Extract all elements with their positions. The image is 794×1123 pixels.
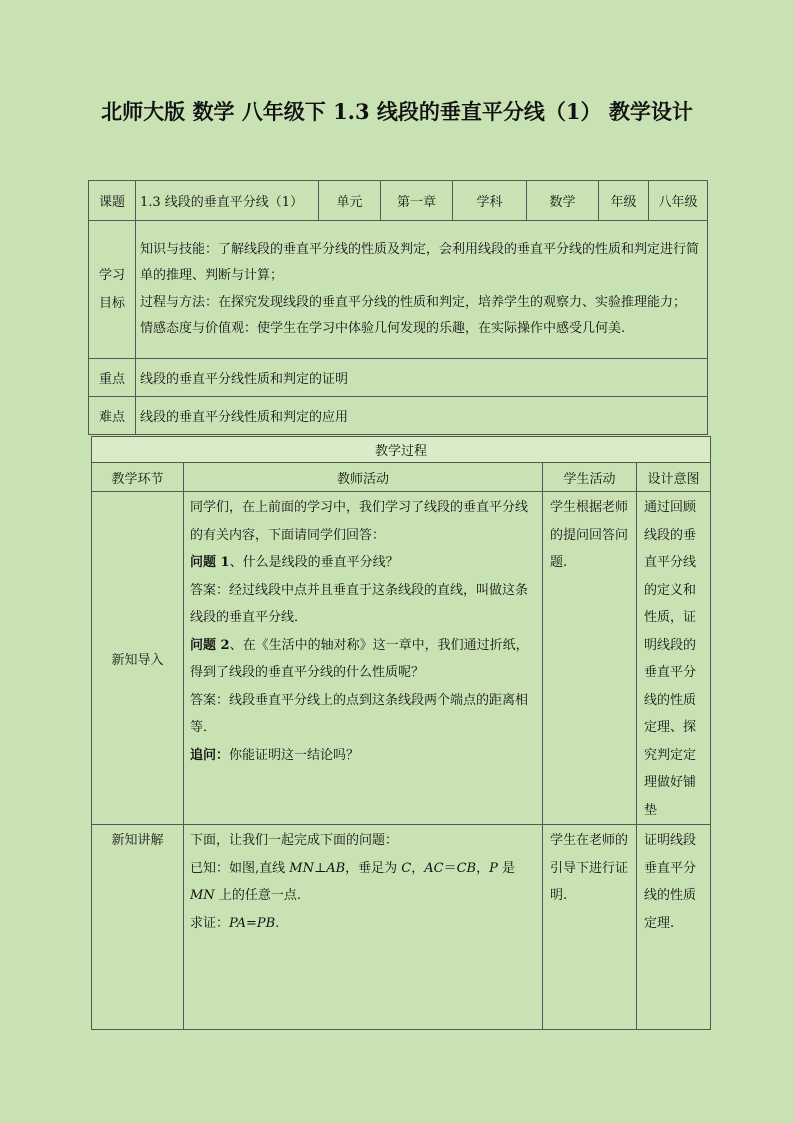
student-activity-explain: 学生在老师的引导下进行证明. [543,825,637,1030]
given-mn-2: MN [190,888,215,903]
intro-text: 同学们，在上前面的学习中，我们学习了线段的垂直平分线的有关内容，下面请同学们回答： [190,500,529,543]
zhongdian-value: 线段的垂直平分线性质和判定的证明 [136,359,708,397]
nianji-label: 年级 [599,181,649,221]
page-title: 北师大版 数学 八年级下 1.3 线段的垂直平分线（1） 教学设计 [101,99,693,124]
answer-2: 答案：线段垂直平分线上的点到这条线段两个端点的距离相等． [190,692,529,735]
given-foot: ，垂足为 [345,860,402,876]
question-2-label: 问题 2 [190,637,230,653]
question-2-text: 、在《生活中的轴对称》这一章中，我们通过折纸，得到了线段的垂直平分线的什么性质呢？ [190,637,529,680]
follow-up-label: 追问： [190,747,230,763]
col-student: 学生活动 [543,463,637,492]
given-cb: CB [456,860,477,876]
keti-value: 1.3 线段的垂直平分线（1） [136,181,319,221]
prove-period: . [275,915,280,931]
goal-content [136,221,708,359]
explain-given [190,855,536,910]
follow-up [190,742,536,770]
goal-method: 过程与方法：在探究发现线段的垂直平分线的性质和判定，培养学生的观察力、实验推理能力； [140,294,687,310]
given-p: P [489,860,498,876]
question-1 [190,549,536,577]
question-2 [190,632,536,687]
keti-label: 课题 [89,181,136,221]
col-teacher: 教师活动 [184,463,543,492]
question-1-label: 问题 1 [190,555,230,570]
follow-up-text: 你能证明这一结论吗？ [229,747,360,763]
given-comma-1: ， [411,860,425,876]
teacher-activity-explain [184,825,543,1030]
info-table [88,180,708,435]
design-intent-explain: 证明线段垂直平分线的性质定理. [637,825,711,1030]
process-header: 教学过程 [92,437,711,463]
teacher-activity-intro [184,492,543,825]
given-mn: MN [289,860,314,876]
nianji-value: 八年级 [649,181,708,221]
given-is: 是 [497,860,516,876]
given-ac: AC [424,860,444,876]
xueke-label: 学科 [453,181,527,221]
given-text: 已知：如图,直线 [190,860,290,876]
goal-emotion: 情感态度与价值观：使学生在学习中体验几何发现的乐趣，在实际操作中感受几何美. [140,321,626,336]
prove-label: 求证： [190,915,230,931]
design-intent-intro: 通过回顾线段的垂直平分线的定义和性质，证明线段的垂直平分线的性质定理、探究判定定理做好铺垫 [637,492,711,825]
given-c: C [401,860,412,876]
explain-prove [190,910,536,938]
student-activity-intro: 学生根据老师的提问回答问题. [543,492,637,825]
given-eq: ＝ [443,860,457,876]
process-table [91,436,711,1030]
goal-knowledge: 知识与技能：了解线段的垂直平分线的性质及判定，会利用线段的垂直平分线的性质和判定进行简单的推理、判断与计算； [140,241,700,283]
col-design: 设计意图 [637,463,711,492]
goal-label: 学习目标 [89,221,136,359]
question-1-text: 、什么是线段的垂直平分线？ [229,555,399,570]
answer-1: 答案：经过线段中点并且垂直于这条线段的直线，叫做这条线段的垂直平分线． [190,582,529,625]
danyuan-value: 第一章 [381,181,453,221]
zhongdian-label: 重点 [89,359,136,397]
prove-eq: PA=PB [229,915,276,931]
nandian-value: 线段的垂直平分线性质和判定的应用 [136,397,708,435]
given-ab: AB [326,860,346,876]
stage-intro: 新知导入 [92,492,184,825]
given-any-point: 上的任意一点. [214,888,301,903]
xueke-value: 数学 [527,181,599,221]
danyuan-label: 单元 [319,181,381,221]
nandian-label: 难点 [89,397,136,435]
given-perp: ⊥ [313,860,327,876]
stage-explain: 新知讲解 [92,825,184,1030]
given-comma-2: ， [476,860,490,876]
col-stage: 教学环节 [92,463,184,492]
explain-line-1: 下面，让我们一起完成下面的问题： [190,833,399,848]
